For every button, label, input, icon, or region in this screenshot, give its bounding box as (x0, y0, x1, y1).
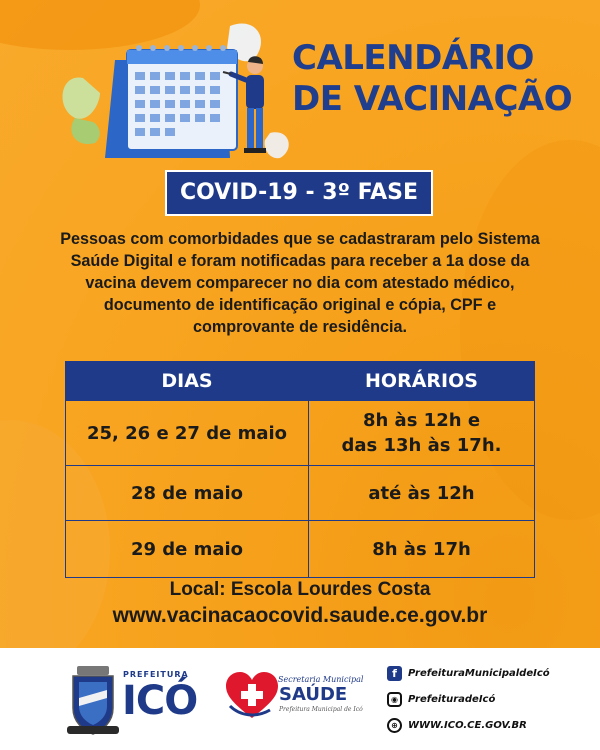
table-cell-dias: 29 de maio (66, 521, 309, 578)
leaf-icon (265, 132, 289, 158)
table-cell-dias: 25, 26 e 27 de maio (66, 401, 309, 466)
table-row (66, 466, 535, 521)
leaf-icon (71, 118, 99, 144)
horarios-line: das 13h às 17h. (341, 435, 502, 456)
column-header-dias: DIAS (66, 362, 309, 401)
schedule-table (65, 361, 535, 578)
website-footer-link[interactable] (387, 718, 527, 733)
table-row (66, 521, 535, 578)
globe-icon: ⊕ (387, 718, 402, 733)
secretaria-label: Secretaria Municipal (278, 675, 364, 684)
column-header-horarios: HORÁRIOS (309, 362, 535, 401)
instagram-link[interactable] (387, 692, 495, 707)
table-cell-horarios: 8h às 17h (309, 521, 535, 578)
title-line-1: CALENDÁRIO (292, 38, 534, 78)
site-url: WWW.ICO.CE.GOV.BR (408, 720, 527, 731)
location-text: Local: Escola Lourdes Costa (169, 579, 431, 600)
website-link[interactable]: www.vacinacaocovid.saude.ce.gov.br (112, 604, 488, 627)
horarios-line: 8h às 12h e (362, 410, 481, 431)
title-line-2: DE VACINAÇÃO (292, 79, 573, 119)
phase-banner: COVID-19 - 3º FASE (165, 170, 433, 216)
saude-logo-text: SAÚDE (279, 684, 348, 705)
facebook-link[interactable] (387, 666, 550, 681)
saude-subtitle: Prefeitura Municipal de Icó (279, 706, 363, 713)
coat-of-arms-icon (65, 664, 121, 736)
table-header-row (66, 362, 535, 401)
table-cell-horarios: até às 12h (309, 466, 535, 521)
heart-cross-icon (226, 672, 278, 720)
facebook-icon: f (387, 666, 402, 681)
prefeitura-label: PREFEITURA (123, 670, 189, 679)
calendar-illustration (55, 18, 295, 168)
description-text: Pessoas com comorbidades que se cadastraram pelo Sistema Saúde Digital e foram notificadas para receber a 1a dose da vacina devem comparecer no dia com atestado médico, documento de identificação original e cópia, CPF e comprovante de residência. (60, 230, 540, 336)
table-cell-horarios (309, 401, 535, 466)
instagram-icon: ◉ (387, 692, 402, 707)
leaf-icon (63, 78, 100, 119)
city-logo-text: ICÓ (122, 678, 198, 724)
footer (0, 648, 600, 750)
instagram-handle: PrefeituradeIcó (408, 694, 496, 705)
table-cell-dias: 28 de maio (66, 466, 309, 521)
page-title (292, 38, 592, 120)
table-row (66, 401, 535, 466)
facebook-handle: PrefeituraMunicipaldeIcó (408, 668, 550, 679)
